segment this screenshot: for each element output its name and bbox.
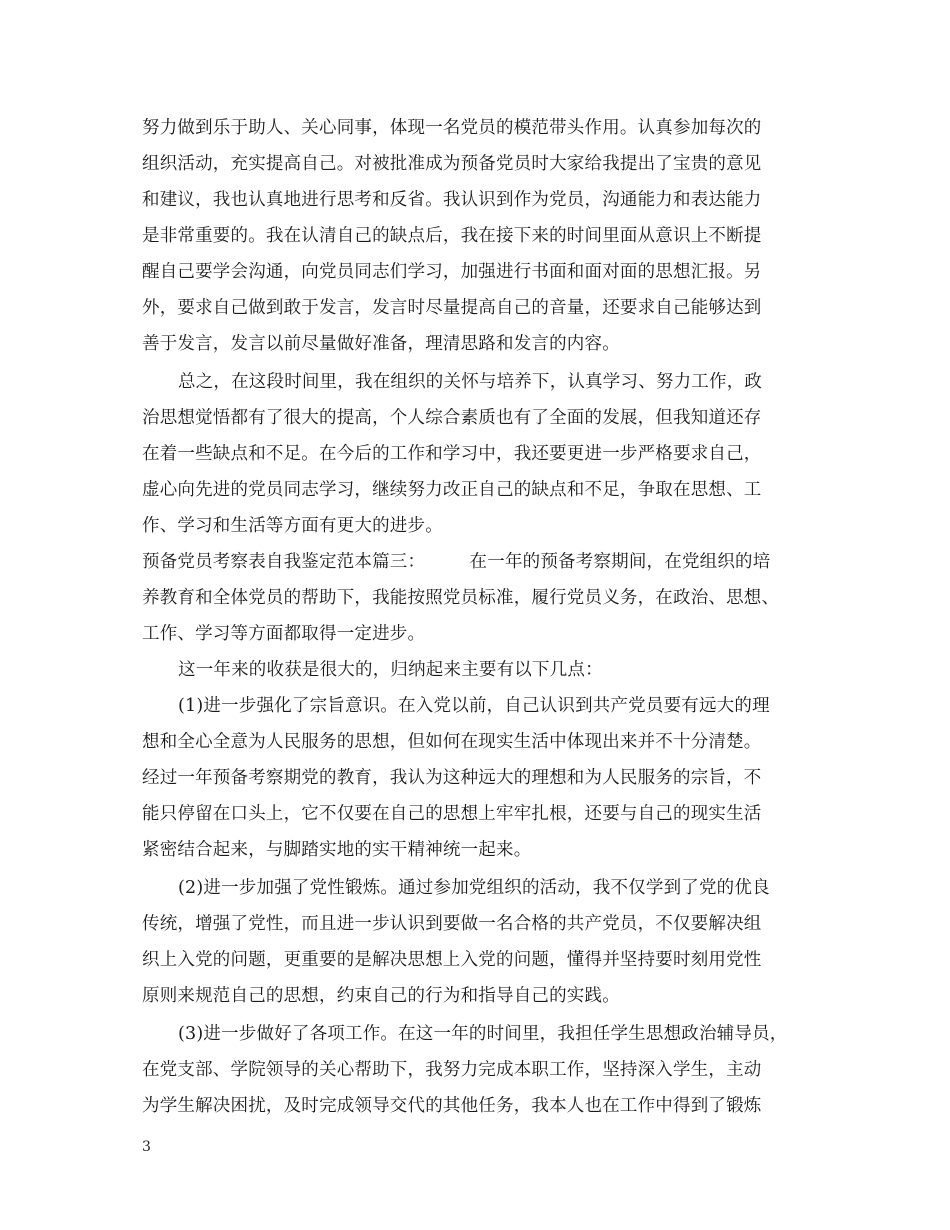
text-line: 想和全心全意为人民服务的思想，但如何在现实生活中体现出来并不十分清楚。 xyxy=(142,732,762,752)
text-line: 紧密结合起来，与脚踏实地的实干精神统一起来。 xyxy=(142,840,532,860)
paragraph-first-line: 总之，在这段时间里，我在组织的关怀与培养下，认真学习、努力工作，政 xyxy=(178,372,763,392)
section-heading-line: 预备党员考察表自我鉴定范本篇三： 在一年的预备考察期间，在党组织的培 xyxy=(142,552,771,572)
text-line: 善于发言，发言以前尽量做好准备，理清思路和发言的内容。 xyxy=(142,334,620,354)
text-line: 是非常重要的。我在认清自己的缺点后，我在接下来的时间里面从意识上不断提 xyxy=(142,226,762,246)
text-line: 作、学习和生活等方面有更大的进步。 xyxy=(142,516,443,536)
text-line: 醒自己要学会沟通，向党员同志们学习，加强进行书面和面对面的思想汇报。另 xyxy=(142,262,762,282)
text-line: 和建议，我也认真地进行思考和反省。我认识到作为党员，沟通能力和表达能力 xyxy=(142,190,762,210)
text-line: 工作、学习等方面都取得一定进步。 xyxy=(142,624,426,644)
text-line: 虚心向先进的党员同志学习，继续努力改正自己的缺点和不足，争取在思想、工 xyxy=(142,480,762,500)
text-line: 为学生解决困扰，及时完成领导交代的其他任务，我本人也在工作中得到了锻炼 xyxy=(142,1096,762,1116)
paragraph-first-line: (3)进一步做好了各项工作。在这一年的时间里，我担任学生思想政治辅导员， xyxy=(178,1024,788,1044)
text-line: 织上入党的问题，更重要的是解决思想上入党的问题，懂得并坚持要时刻用党性 xyxy=(142,950,762,970)
paragraph-first-line: (1)进一步强化了宗旨意识。在入党以前，自己认识到共产党员要有远大的理 xyxy=(178,696,770,716)
text-line: 传统，增强了党性，而且进一步认识到要做一名合格的共产党员，不仅要解决组 xyxy=(142,914,762,934)
text-line: 在党支部、学院领导的关心帮助下，我努力完成本职工作，坚持深入学生，主动 xyxy=(142,1060,762,1080)
paragraph-first-line: (2)进一步加强了党性锻炼。通过参加党组织的活动，我不仅学到了党的优良 xyxy=(178,878,770,898)
text-line: 组织活动，充实提高自己。对被批准成为预备党员时大家给我提出了宝贵的意见 xyxy=(142,154,762,174)
text-line: 能只停留在口头上，它不仅要在自己的思想上牢牢扎根，还要与自己的现实生活 xyxy=(142,804,762,824)
text-line: 外，要求自己做到敢于发言，发言时尽量提高自己的音量，还要求自己能够达到 xyxy=(142,298,762,318)
text-line: 经过一年预备考察期党的教育，我认为这种远大的理想和为人民服务的宗旨，不 xyxy=(142,768,762,788)
text-line: 养教育和全体党员的帮助下，我能按照党员标准，履行党员义务，在政治、思想、 xyxy=(142,588,780,608)
text-line: 治思想觉悟都有了很大的提高，个人综合素质也有了全面的发展，但我知道还存 xyxy=(142,408,762,428)
page-number: 3 xyxy=(142,1139,151,1155)
text-line: 在着一些缺点和不足。在今后的工作和学习中，我还要更进一步严格要求自己， xyxy=(142,444,762,464)
paragraph-first-line: 这一年来的收获是很大的，归纳起来主要有以下几点： xyxy=(178,660,603,680)
text-line: 原则来规范自己的思想，约束自己的行为和指导自己的实践。 xyxy=(142,986,620,1006)
text-line: 努力做到乐于助人、关心同事，体现一名党员的模范带头作用。认真参加每次的 xyxy=(142,118,762,138)
